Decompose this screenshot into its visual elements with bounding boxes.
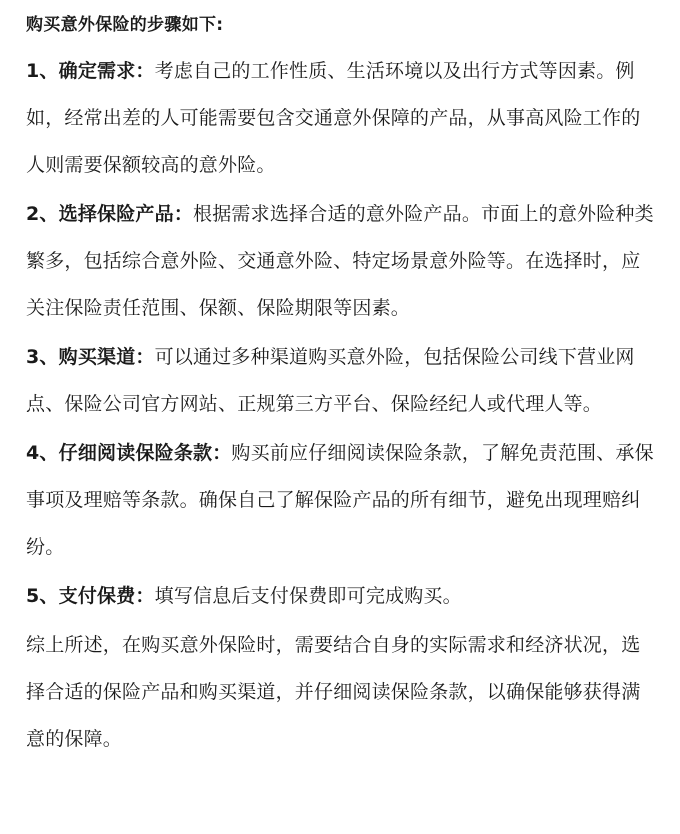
step-2-lead: 2、选择保险产品： [26,203,194,225]
summary-paragraph: 综上所述，在购买意外保险时，需要结合自身的实际需求和经济状况，选择合适的保险产品和购买渠道，并仔细阅读保险条款，以确保能够获得满意的保障。 [26,634,641,750]
step-2 [26,191,658,332]
step-3-lead: 3、购买渠道： [26,346,155,368]
step-1-text: 考虑自己的工作性质、生活环境以及出行方式等因素。例如，经常出差的人可能需要包含交通意外保障的产品，从事高风险工作的人则需要保额较高的意外险。 [26,60,641,176]
step-4 [26,430,658,571]
step-4-lead: 4、仔细阅读保险条款： [26,442,232,464]
step-3 [26,334,658,428]
step-4-text: 购买前应仔细阅读保险条款，了解免责范围、承保事项及理赔等条款。确保自己了解保险产品的所有细节，避免出现理赔纠纷。 [26,442,654,558]
step-5 [26,573,658,620]
document-title: 购买意外保险的步骤如下: [26,15,224,35]
step-3-text: 可以通过多种渠道购买意外险，包括保险公司线下营业网点、保险公司官方网站、正规第三方平台、保险经纪人或代理人等。 [26,346,635,415]
step-2-text: 根据需求选择合适的意外险产品。市面上的意外险种类繁多，包括综合意外险、交通意外险、特定场景意外险等。在选择时，应关注保险责任范围、保额、保险期限等因素。 [26,203,654,319]
step-1-lead: 1、确定需求： [26,60,155,82]
step-1 [26,48,658,189]
step-5-text: 填写信息后支付保费即可完成购买。 [154,585,462,607]
step-5-lead: 5、支付保费： [26,585,155,607]
